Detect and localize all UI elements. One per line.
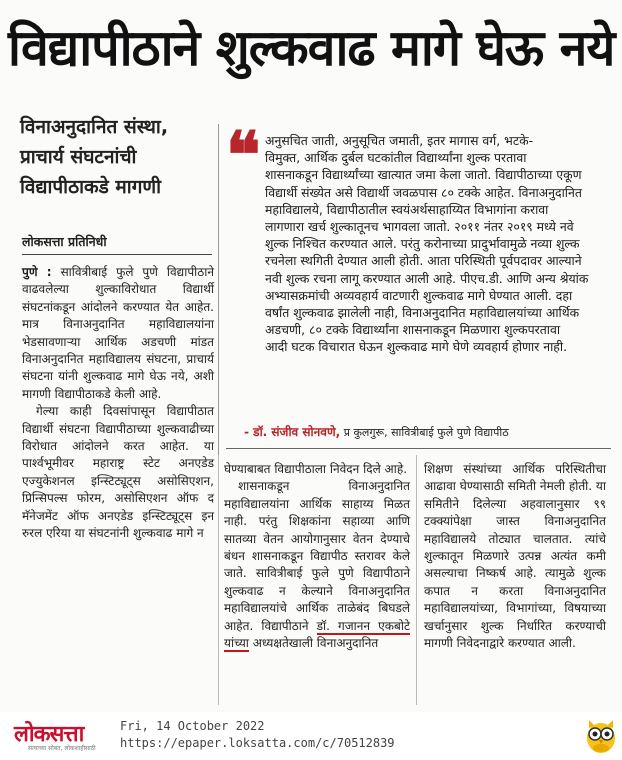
quote-line: महाविद्यालये, विद्यापीठातील स्वयंअर्थसाहाय्यित विभागांना करावा bbox=[265, 201, 549, 217]
quote-line: रचनेला स्थगिती देण्यात आली होती. आता परिस्थिती पूर्वपदावर आल्याने bbox=[265, 253, 582, 269]
quote-line: लागणारा खर्च शुल्कातूनच भागवला जातो. २०११ नंतर २०१९ मध्ये नवे bbox=[265, 219, 574, 235]
edition-date: Fri, 14 October 2022 bbox=[120, 719, 265, 733]
paragraph-text: अध्यक्षतेखाली विनाअनुदानित bbox=[252, 636, 379, 651]
quote-mark-icon: ❝ bbox=[226, 118, 261, 193]
logo-wordmark: लोकसत्ता bbox=[14, 722, 84, 747]
quote-line: आदी घटक विचारात घेऊन शुल्कवाढ मागे घेणे व्यवहार्य होणार नाही. bbox=[265, 339, 568, 355]
quote-line: शासनाकडून विद्यार्थ्यांच्या खात्यात जमा केला जातो. विद्यापीठाच्या एकूण bbox=[265, 167, 582, 183]
logo-tagline: सत्याच्या सोबत, लोकशाहीसाठी bbox=[28, 745, 96, 752]
highlighted-name: डॉ. गजानन एकबोटे यांच्या bbox=[224, 618, 410, 651]
dateline: पुणे : bbox=[22, 265, 52, 279]
column-divider bbox=[416, 455, 417, 705]
paragraph bbox=[22, 264, 214, 403]
article-column-2 bbox=[224, 461, 410, 652]
paragraph: गेल्या काही दिवसांपासून विद्यापीठात विद्यार्थी संघटना विद्यापीठाच्या शुल्कवाढीच्या विरोधात आंदोलने करत आहेत. या पार्श्वभूमीवर महाराष्ट्र स्टेट अनएडेड एज्युकेशनल इन्स्टिट्यूट्स असोसिएशन, प्रिन्सिपल्स फोरम, असोसिएशन ऑफ द मॅनेजमेंट ऑफ अनएडेड इन्स्टिट्यूट्स इन रुरल एरिया या संघटनांनी शुल्कवाढ मागे न bbox=[22, 404, 214, 541]
paragraph bbox=[224, 478, 410, 652]
article-column-3 bbox=[424, 461, 606, 652]
headline: विद्यापीठाने शुल्कवाढ मागे घेऊ नये bbox=[8, 19, 615, 77]
quote-attribution bbox=[244, 423, 509, 440]
attribution-name: - डॉ. संजीव सोनवणे, bbox=[244, 425, 341, 439]
paragraph: शिक्षण संस्थांच्या आर्थिक परिस्थितीचा आढावा घेण्यासाठी समिती नेमली होती. या समितीने दिलेल्या अहवालानुसार ९९ टक्क्यांपेक्षा जास्त विनाअनुदानित महाविद्यालये तोट्यात चालतात. त्यांचे शुल्कातून मिळणारे उत्पन्न अत्यंत कमी असल्याचा निष्कर्ष आहे. त्यामुळे शुल्क कपात न करता विनाअनुदानित महाविद्यालयांच्या, विभागांच्या, विषयाच्या खर्चानुसार शुल्क निर्धारित करण्याची मागणी निवेदनाद्वारे करण्यात आली. bbox=[424, 462, 606, 651]
quote-line: वर्षांत शुल्कवाढ झालेली नाही, विनाअनुदानित महाविद्यालयांच्या आर्थिक bbox=[265, 305, 580, 321]
quote-line: शुल्क निश्चित करण्यात आले. परंतु करोनाच्या प्रादुर्भावामुळे नव्या शुल्क bbox=[265, 236, 580, 252]
attribution-role: प्र कुलगुरू, सावित्रीबाई फुले पुणे विद्यापीठ bbox=[343, 426, 509, 439]
owl-icon bbox=[583, 714, 619, 756]
paragraph-text: शासनाकडून विनाअनुदानित महाविद्यालयांना आर्थिक साहाय्य मिळत नाही. परंतु शिक्षकांना सहाव्या आणि सातव्या वेतन आयोगानुसार वेतन देण्याचे बंधन शासनाकडून विद्यापीठ स्तरावर केले जाते. सावित्रीबाई फुले पुणे विद्यापीठाने शुल्कवाढ न केल्याने विनाअनुदानित महाविद्यालयांचे आर्थिक ताळेबंद बिघडले आहेत. विद्यापीठाने bbox=[224, 479, 410, 633]
quote-line: विद्यार्थी संख्येत असे विद्यार्थी जवळपास ८० टक्के आहेत. विनाअनुदानित bbox=[265, 184, 582, 200]
article-column-1 bbox=[22, 264, 214, 543]
subheadline: विनाअनुदानित संस्था, प्राचार्य संघटनांची विद्यापीठाकडे मागणी bbox=[20, 116, 169, 198]
byline: लोकसत्ता प्रतिनिधी bbox=[22, 234, 107, 249]
column-divider bbox=[218, 455, 219, 705]
paragraph-text: सावित्रीबाई फुले पुणे विद्यापीठाने वाढवलेल्या शुल्काविरोधात विद्यार्थी संघटनांकडून आंदोलने करण्यात येत आहेत. मात्र विनाअनुदानित महाविद्यालयांना भेडसावणाऱ्या आर्थिक अडचणी मांडत विनाअनुदानित महाविद्यालय संघटना, प्राचार्य संघटना यांनी शुल्कवाढ मागे घेऊ नये, अशी मागणी विद्यापीठाकडे केली आहे. bbox=[22, 265, 214, 401]
byline-divider bbox=[22, 254, 212, 255]
pull-quote bbox=[265, 132, 610, 356]
quote-line: विमुक्त, आर्थिक दुर्बल घटकांतील विद्यार्थ्यांना शुल्क परतावा bbox=[265, 150, 527, 166]
loksatta-logo[interactable] bbox=[6, 718, 114, 752]
quote-line: नवी शुल्क रचना लागू करण्यात आली आहे. पीएच.डी. आणि अन्य श्रेयांक bbox=[265, 270, 589, 286]
paragraph: घेण्याबाबत विद्यापीठाला निवेदन दिले आहे. bbox=[224, 462, 408, 476]
edition-url[interactable]: https://epaper.loksatta.com/c/70512839 bbox=[120, 736, 395, 750]
quote-divider bbox=[226, 448, 611, 449]
quote-line: अनुसचित जाती, अनुसूचित जमाती, इतर मागास वर्ग, भटके- bbox=[265, 133, 534, 148]
quote-line: अभ्यासक्रमांची अव्यवहार्य वाटणारी शुल्कवाढ मागे घेण्यात आली. दहा bbox=[265, 287, 573, 303]
quote-line: अडचणी, ८० टक्के विद्यार्थ्यांना शासनाकडून मिळणारा शुल्कपरतावा bbox=[265, 322, 561, 338]
edition-meta bbox=[120, 718, 395, 752]
